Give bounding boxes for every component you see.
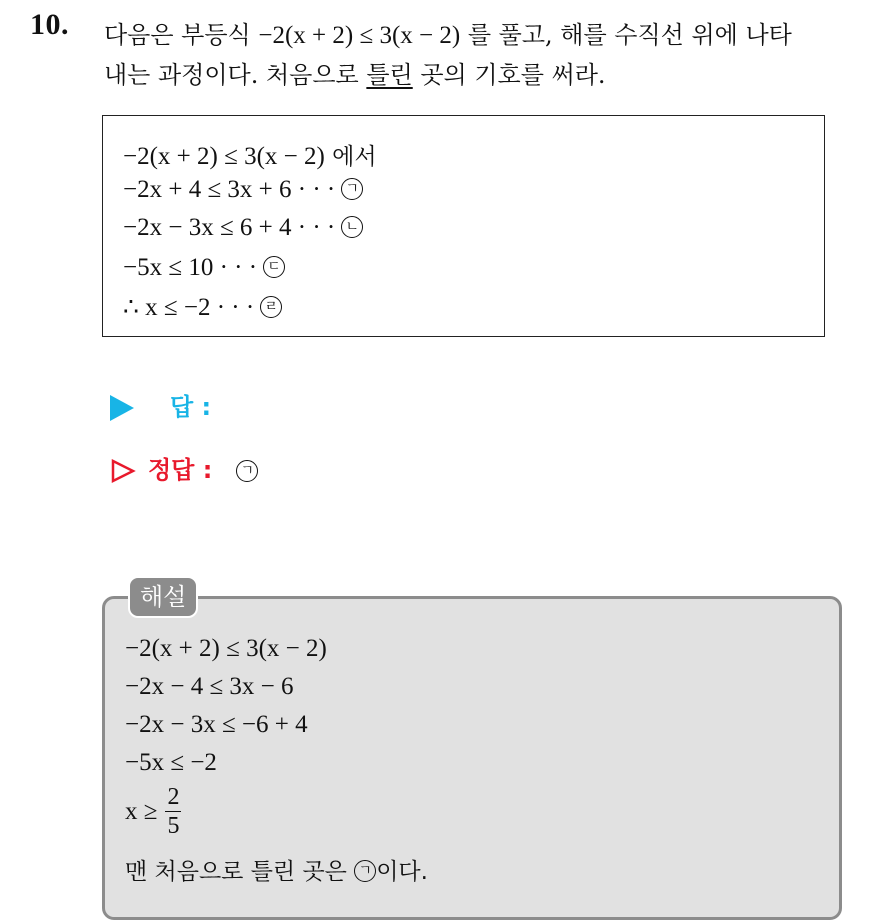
step-marker-giyeok: ㄱ bbox=[341, 178, 363, 200]
question-text-suffix: 를 풀고, 해를 수직선 위에 나타 bbox=[460, 21, 792, 49]
fraction-denominator: 5 bbox=[167, 813, 180, 839]
question-inequality: −2(x + 2) ≤ 3(x − 2) bbox=[258, 22, 461, 49]
step-marker-digeut: ㄷ bbox=[263, 256, 285, 278]
question-text-prefix: 다음은 부등식 bbox=[104, 21, 259, 49]
step-expression: −2(x + 2) ≤ 3(x − 2) bbox=[123, 143, 325, 170]
solution-step bbox=[123, 214, 363, 242]
step-expression: ∴ x ≤ −2 · · · bbox=[123, 294, 255, 321]
step-suffix: 에서 bbox=[324, 144, 377, 170]
explanation-line: −2x − 3x ≤ −6 + 4 bbox=[125, 711, 308, 738]
question-text-line-2 bbox=[104, 55, 606, 90]
explanation-box bbox=[102, 596, 842, 920]
solution-step bbox=[123, 176, 363, 204]
answer-row bbox=[110, 387, 211, 422]
step-marker-nieun: ㄴ bbox=[341, 216, 363, 238]
question-text-prefix-2: 내는 과정이다. 처음으로 bbox=[104, 61, 367, 89]
explanation-line: −2x − 4 ≤ 3x − 6 bbox=[125, 673, 294, 700]
solution-process-box bbox=[102, 115, 825, 337]
question-number: 10. bbox=[30, 8, 69, 41]
conclusion-prefix: 맨 처음으로 틀린 곳은 bbox=[125, 859, 355, 885]
outline-triangle-icon bbox=[110, 458, 136, 484]
correct-answer-row bbox=[110, 450, 258, 485]
conclusion-suffix: 이다. bbox=[376, 859, 428, 885]
step-expression: −5x ≤ 10 · · · bbox=[123, 254, 258, 281]
correct-answer-label: 정답 : bbox=[148, 456, 213, 484]
step-expression: −2x + 4 ≤ 3x + 6 · · · bbox=[123, 176, 336, 203]
solution-step bbox=[123, 292, 282, 322]
solution-step bbox=[123, 254, 285, 282]
explanation-final-inequality bbox=[125, 785, 181, 842]
explanation-tab: 해설 bbox=[128, 576, 198, 618]
question-text-line-1 bbox=[104, 15, 792, 50]
step-marker-rieul: ㄹ bbox=[260, 296, 282, 318]
play-triangle-icon bbox=[110, 395, 134, 421]
explanation-line: −5x ≤ −2 bbox=[125, 749, 217, 776]
fraction-numerator: 2 bbox=[167, 784, 180, 810]
question-text-suffix-2: 곳의 기호를 써라. bbox=[412, 61, 606, 89]
answer-label: 답 : bbox=[170, 393, 212, 421]
final-lhs: x ≥ bbox=[125, 798, 158, 826]
explanation-conclusion bbox=[125, 853, 428, 886]
fraction bbox=[165, 783, 181, 840]
explanation-line: −2(x + 2) ≤ 3(x − 2) bbox=[125, 635, 327, 662]
question-underlined-word: 틀린 bbox=[366, 61, 413, 89]
correct-answer-value: ㄱ bbox=[236, 460, 258, 482]
step-expression: −2x − 3x ≤ 6 + 4 · · · bbox=[123, 214, 336, 241]
solution-step bbox=[123, 138, 377, 171]
conclusion-marker: ㄱ bbox=[354, 860, 376, 882]
